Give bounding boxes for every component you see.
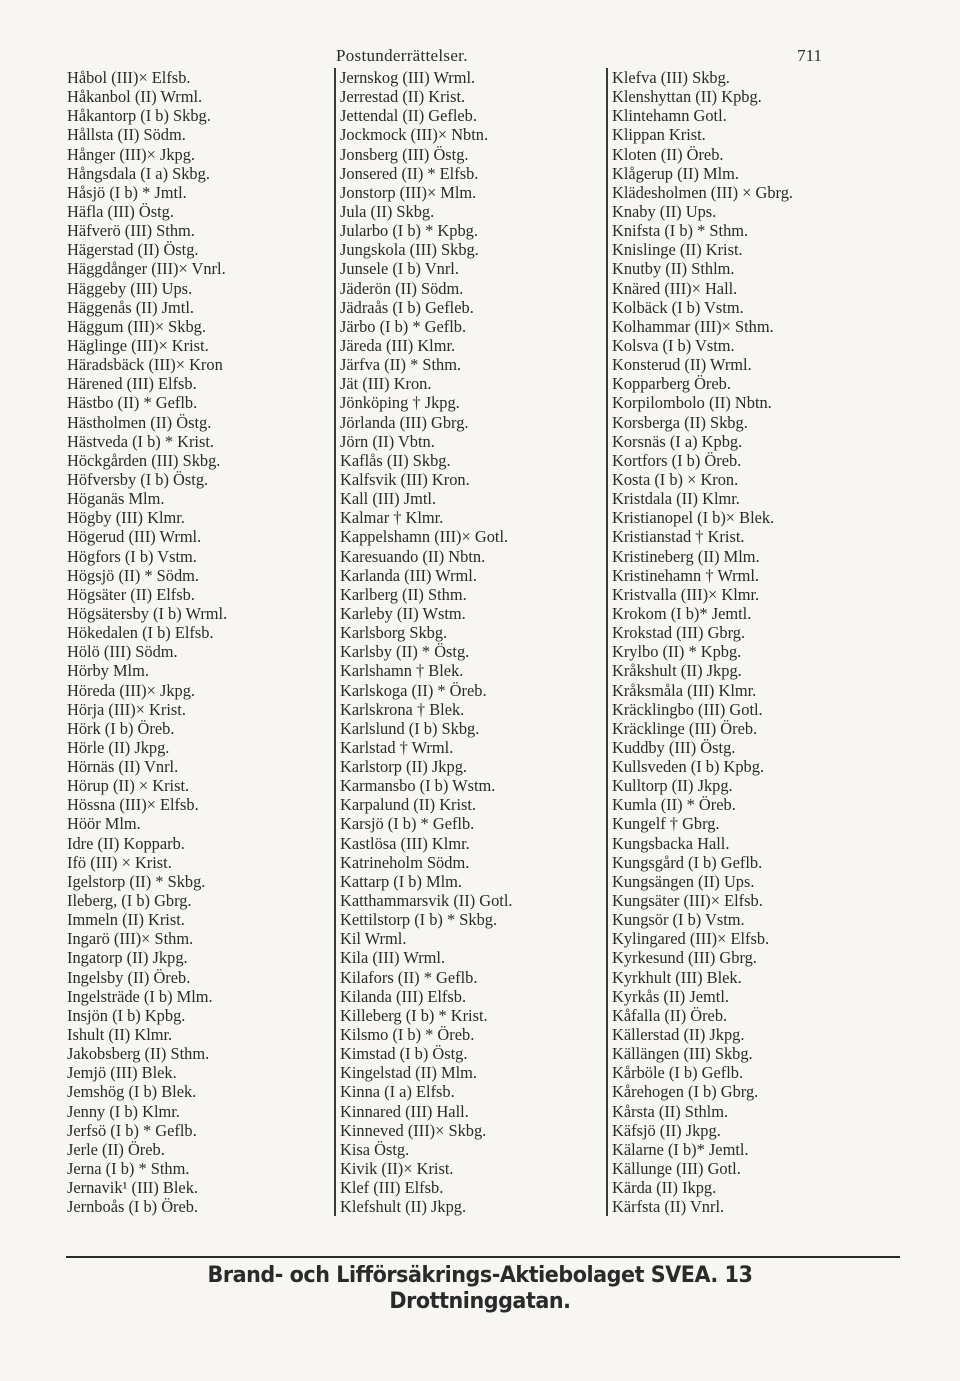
directory-entry: Kråksmåla (III) Klmr. — [612, 680, 757, 700]
directory-entry: Jonsered (II) * Elfsb. — [340, 163, 479, 183]
directory-entry: Krokom (I b)* Jemtl. — [612, 603, 752, 623]
directory-entry: Högfors (I b) Vstm. — [67, 546, 197, 566]
directory-entry: Karpalund (II) Krist. — [340, 795, 477, 815]
directory-entry: Kungsäter (III)× Elfsb. — [612, 891, 763, 911]
directory-entry: Kristinehamn † Wrml. — [612, 565, 759, 585]
directory-entry: Kuddby (III) Östg. — [612, 737, 736, 757]
directory-entry: Kortfors (I b) Öreb. — [612, 450, 742, 470]
directory-entry: Kil Wrml. — [340, 929, 407, 949]
directory-entry: Klädesholmen (III) × Gbrg. — [612, 182, 793, 202]
directory-entry: Igelstorp (II) * Skbg. — [67, 871, 206, 891]
directory-entry: Högsätersby (I b) Wrml. — [67, 603, 228, 623]
directory-entry: Kila (III) Wrml. — [340, 948, 446, 968]
directory-entry: Ingelsträde (I b) Mlm. — [67, 986, 213, 1006]
directory-entry: Karlstad † Wrml. — [340, 737, 454, 757]
footer-advertisement: Brand- och Lifförsäkrings-Aktiebolaget SVEA. 13 Drottninggatan. — [207, 1262, 753, 1314]
directory-entry: Hästveda (I b) * Krist. — [67, 431, 215, 451]
directory-entry: Kalfsvik (III) Kron. — [340, 469, 470, 489]
directory-entry: Häfverö (III) Sthm. — [67, 221, 195, 241]
directory-entry: Jerna (I b) * Sthm. — [67, 1159, 190, 1179]
column-1 — [67, 68, 329, 1216]
running-title: Postunderrättelser. — [336, 46, 468, 65]
directory-entry: Jakobsberg (II) Sthm. — [67, 1044, 210, 1064]
directory-entry: Kappelshamn (III)× Gotl. — [340, 527, 509, 547]
directory-entry: Knifsta (I b) * Sthm. — [612, 221, 749, 241]
directory-entry: Kåfalla (II) Öreb. — [612, 1005, 728, 1025]
directory-entry: Klippan Krist. — [612, 125, 706, 145]
directory-entry: Jularbo (I b) * Kpbg. — [340, 221, 478, 241]
directory-entry: Häradsbäck (III)× Kron — [67, 355, 223, 375]
directory-entry: Kårsta (II) Sthlm. — [612, 1101, 729, 1121]
directory-entry: Kyrkesund (III) Gbrg. — [612, 948, 757, 968]
directory-entry: Kyrkhult (III) Blek. — [612, 967, 742, 987]
directory-entry: Kälarne (I b)* Jemtl. — [612, 1139, 749, 1159]
directory-entry: Högsäter (II) Elfsb. — [67, 584, 195, 604]
directory-entry: Kärda (II) Ikpg. — [612, 1178, 717, 1198]
directory-entry: Insjön (I b) Kpbg. — [67, 1005, 186, 1025]
directory-entry: Hölö (III) Södm. — [67, 642, 178, 662]
directory-entry: Kristineberg (II) Mlm. — [612, 546, 760, 566]
directory-entry: Hästbo (II) * Geflb. — [67, 393, 198, 413]
directory-entry: Jäderön (II) Södm. — [340, 278, 464, 298]
directory-entry: Jettendal (II) Gefleb. — [340, 106, 477, 126]
directory-entry: Hökedalen (I b) Elfsb. — [67, 623, 214, 643]
directory-entry: Häglinge (III)× Krist. — [67, 335, 209, 355]
directory-entry: Källängen (III) Skbg. — [612, 1044, 753, 1064]
directory-entry: Kolhammar (III)× Sthm. — [612, 316, 774, 336]
directory-entry: Högsjö (II) * Södm. — [67, 565, 200, 585]
directory-entry: Karlsby (II) * Östg. — [340, 642, 470, 662]
directory-entry: Jonstorp (III)× Mlm. — [340, 182, 477, 202]
directory-entry: Kårehogen (I b) Gbrg. — [612, 1082, 759, 1102]
directory-entry: Jerfsö (I b) * Geflb. — [67, 1120, 197, 1140]
directory-entry: Kingelstad (II) Mlm. — [340, 1063, 478, 1083]
directory-entry: Kaflås (II) Skbg. — [340, 450, 451, 470]
directory-entry: Höganäs Mlm. — [67, 489, 165, 509]
directory-entry: Höckgården (III) Skbg. — [67, 450, 221, 470]
directory-entry: Kungsör (I b) Vstm. — [612, 910, 745, 930]
directory-entry: Hånger (III)× Jkpg. — [67, 144, 196, 164]
directory-entry: Kilafors (II) * Geflb. — [340, 967, 478, 987]
directory-entry: Käfsjö (II) Jkpg. — [612, 1120, 721, 1140]
directory-entry: Ileberg, (I b) Gbrg. — [67, 891, 192, 911]
directory-entry: Krylbo (II) * Kpbg. — [612, 642, 742, 662]
directory-entry: Järbo (I b) * Geflb. — [340, 316, 467, 336]
directory-entry: Kårböle (I b) Geflb. — [612, 1063, 744, 1083]
directory-entry: Kilanda (III) Elfsb. — [340, 986, 467, 1006]
directory-entry: Kettilstorp (I b) * Skbg. — [340, 910, 498, 930]
directory-entry: Klefva (III) Skbg. — [612, 68, 730, 87]
directory-entry: Katrineholm Södm. — [340, 852, 470, 872]
directory-entry: Kungelf † Gbrg. — [612, 814, 720, 834]
directory-entry: Jörn (II) Vbtn. — [340, 431, 435, 451]
directory-entry: Karlskrona † Blek. — [340, 699, 465, 719]
directory-entry: Karlsborg Skbg. — [340, 623, 448, 643]
directory-entry: Höreda (III)× Jkpg. — [67, 680, 196, 700]
directory-entry: Korsberga (II) Skbg. — [612, 412, 748, 432]
directory-entry: Konsterud (II) Wrml. — [612, 355, 752, 375]
directory-entry: Korpilombolo (II) Nbtn. — [612, 393, 772, 413]
directory-entry: Kulltorp (II) Jkpg. — [612, 776, 733, 796]
directory-entry: Ifö (III) × Krist. — [67, 852, 172, 872]
footer-divider — [66, 1256, 900, 1258]
directory-entry: Hörle (II) Jkpg. — [67, 737, 170, 757]
directory-entry: Kylingared (III)× Elfsb. — [612, 929, 770, 949]
directory-entry: Härened (III) Elfsb. — [67, 374, 197, 394]
directory-entry: Jonsberg (III) Östg. — [340, 144, 469, 164]
directory-entry: Klef (III) Elfsb. — [340, 1178, 444, 1198]
directory-entry: Jenny (I b) Klmr. — [67, 1101, 180, 1121]
directory-entry: Krokstad (III) Gbrg. — [612, 623, 746, 643]
directory-entry: Idre (II) Kopparb. — [67, 833, 185, 853]
directory-entry: Kumla (II) * Öreb. — [612, 795, 736, 815]
directory-entry: Häggeby (III) Ups. — [67, 278, 193, 298]
directory-entry: Jädraås (I b) Gefleb. — [340, 297, 474, 317]
directory-entry: Kungsbacka Hall. — [612, 833, 730, 853]
directory-entry: Kopparberg Öreb. — [612, 374, 731, 394]
directory-entry: Hångsdala (I a) Skbg. — [67, 163, 210, 183]
directory-entry: Kristdala (II) Klmr. — [612, 489, 740, 509]
directory-entry: Jemjö (III) Blek. — [67, 1063, 177, 1083]
directory-entry: Jerle (II) Öreb. — [67, 1139, 165, 1159]
directory-entry: Kinna (I a) Elfsb. — [340, 1082, 455, 1102]
column-2 — [334, 68, 608, 1216]
directory-entry: Ingarö (III)× Sthm. — [67, 929, 194, 949]
directory-entry: Hållsta (II) Södm. — [67, 125, 186, 145]
directory-entry: Klefshult (II) Jkpg. — [340, 1197, 467, 1217]
directory-entry: Jockmock (III)× Nbtn. — [340, 125, 489, 145]
directory-entry: Kolsva (I b) Vstm. — [612, 335, 735, 355]
directory-entry: Kisa Östg. — [340, 1139, 410, 1159]
directory-entry: Högby (III) Klmr. — [67, 508, 185, 528]
directory-entry: Kinneved (III)× Skbg. — [340, 1120, 487, 1140]
directory-entry: Karleby (II) Wstm. — [340, 603, 466, 623]
directory-entry: Kyrkås (II) Jemtl. — [612, 986, 729, 1006]
directory-entry: Håbol (III)× Elfsb. — [67, 68, 191, 87]
page-number: 711 — [797, 46, 822, 65]
directory-entry: Hörup (II) × Krist. — [67, 776, 190, 796]
directory-entry: Karesuando (II) Nbtn. — [340, 546, 486, 566]
directory-entry: Karmansbo (I b) Wstm. — [340, 776, 496, 796]
directory-entry: Kråkshult (II) Jkpg. — [612, 661, 742, 681]
directory-entry: Killeberg (I b) * Krist. — [340, 1005, 488, 1025]
directory-entry: Jungskola (III) Skbg. — [340, 240, 479, 260]
directory-entry: Korsnäs (I a) Kpbg. — [612, 431, 743, 451]
directory-entry: Kastlösa (III) Klmr. — [340, 833, 470, 853]
directory-entry: Jät (III) Kron. — [340, 374, 432, 394]
directory-entry: Karlberg (II) Sthm. — [340, 584, 467, 604]
directory-entry: Källunge (III) Gotl. — [612, 1159, 741, 1179]
directory-entry: Karlshamn † Blek. — [340, 661, 464, 681]
directory-entry: Häggum (III)× Skbg. — [67, 316, 206, 336]
directory-entry: Klågerup (II) Mlm. — [612, 163, 739, 183]
directory-entry: Järfva (II) * Sthm. — [340, 355, 462, 375]
directory-entry: Höör Mlm. — [67, 814, 141, 834]
directory-entry: Junsele (I b) Vnrl. — [340, 259, 459, 279]
directory-entry: Högerud (III) Wrml. — [67, 527, 202, 547]
directory-entry: Jörlanda (III) Gbrg. — [340, 412, 469, 432]
directory-entry: Jernskog (III) Wrml. — [340, 68, 476, 87]
directory-entry: Immeln (II) Krist. — [67, 910, 185, 930]
directory-entry: Karlstorp (II) Jkpg. — [340, 757, 467, 777]
directory-entry: Katthammarsvik (II) Gotl. — [340, 891, 513, 911]
directory-entry: Jernavik¹ (III) Blek. — [67, 1178, 198, 1198]
directory-entry: Kungsgård (I b) Geflb. — [612, 852, 763, 872]
directory-entry: Häfla (III) Östg. — [67, 201, 174, 221]
directory-entry: Häggdånger (III)× Vnrl. — [67, 259, 226, 279]
directory-entry: Kall (III) Jmtl. — [340, 489, 437, 509]
directory-entry: Jula (II) Skbg. — [340, 201, 435, 221]
directory-entry: Kloten (II) Öreb. — [612, 144, 724, 164]
directory-entry: Kimstad (I b) Östg. — [340, 1044, 468, 1064]
directory-entry: Jönköping † Jkpg. — [340, 393, 460, 413]
directory-entry: Håkantorp (I b) Skbg. — [67, 106, 211, 126]
directory-entry: Kristvalla (III)× Klmr. — [612, 584, 760, 604]
directory-entry: Kristianopel (I b)× Blek. — [612, 508, 775, 528]
directory-entry: Karlskoga (II) * Öreb. — [340, 680, 487, 700]
directory-entry: Kungsängen (II) Ups. — [612, 871, 755, 891]
directory-entry: Kalmar † Klmr. — [340, 508, 444, 528]
directory-entry: Knislinge (II) Krist. — [612, 240, 743, 260]
directory-entry: Hörja (III)× Krist. — [67, 699, 186, 719]
directory-entry: Karlslund (I b) Skbg. — [340, 718, 480, 738]
directory-entry: Kärfsta (II) Vnrl. — [612, 1197, 725, 1217]
directory-entry: Höfversby (I b) Östg. — [67, 469, 209, 489]
directory-entry: Kullsveden (I b) Kpbg. — [612, 757, 765, 777]
directory-entry: Ingatorp (II) Jkpg. — [67, 948, 188, 968]
directory-entry: Jerrestad (II) Krist. — [340, 87, 466, 107]
directory-entry: Hästholmen (II) Östg. — [67, 412, 212, 432]
directory-entry: Hörby Mlm. — [67, 661, 149, 681]
directory-entry: Järeda (III) Klmr. — [340, 335, 456, 355]
column-3 — [606, 68, 912, 1216]
directory-entry: Jemshög (I b) Blek. — [67, 1082, 197, 1102]
directory-entry: Kräcklingbo (III) Gotl. — [612, 699, 763, 719]
directory-entry: Kilsmo (I b) * Öreb. — [340, 1025, 475, 1045]
directory-entry: Karlanda (III) Wrml. — [340, 565, 477, 585]
directory-entry: Håsjö (I b) * Jmtl. — [67, 182, 187, 202]
directory-entry: Ingelsby (II) Öreb. — [67, 967, 191, 987]
directory-entry: Hörk (I b) Öreb. — [67, 718, 175, 738]
directory-entry: Ishult (II) Klmr. — [67, 1025, 173, 1045]
directory-entry: Knutby (II) Sthlm. — [612, 259, 735, 279]
directory-entry: Kolbäck (I b) Vstm. — [612, 297, 744, 317]
directory-entry: Kattarp (I b) Mlm. — [340, 871, 462, 891]
directory-entry: Hörnäs (II) Vnrl. — [67, 757, 179, 777]
directory-entry: Klintehamn Gotl. — [612, 106, 727, 126]
directory-entry: Kosta (I b) × Kron. — [612, 469, 739, 489]
directory-entry: Häggenås (II) Jmtl. — [67, 297, 194, 317]
directory-entry: Kräcklinge (III) Öreb. — [612, 718, 758, 738]
directory-entry: Kivik (II)× Krist. — [340, 1159, 454, 1179]
directory-entry: Källerstad (II) Jkpg. — [612, 1025, 745, 1045]
directory-entry: Knäred (III)× Hall. — [612, 278, 738, 298]
directory-entry: Håkanbol (II) Wrml. — [67, 87, 203, 107]
directory-entry: Karsjö (I b) * Geflb. — [340, 814, 475, 834]
directory-entry: Hössna (III)× Elfsb. — [67, 795, 199, 815]
directory-entry: Hägerstad (II) Östg. — [67, 240, 199, 260]
directory-entry: Kinnared (III) Hall. — [340, 1101, 469, 1121]
directory-entry: Kristianstad † Krist. — [612, 527, 745, 547]
page-header — [66, 40, 822, 66]
directory-entry: Knaby (II) Ups. — [612, 201, 717, 221]
directory-entry: Klenshyttan (II) Kpbg. — [612, 87, 762, 107]
directory-entry: Jernboås (I b) Öreb. — [67, 1197, 199, 1217]
